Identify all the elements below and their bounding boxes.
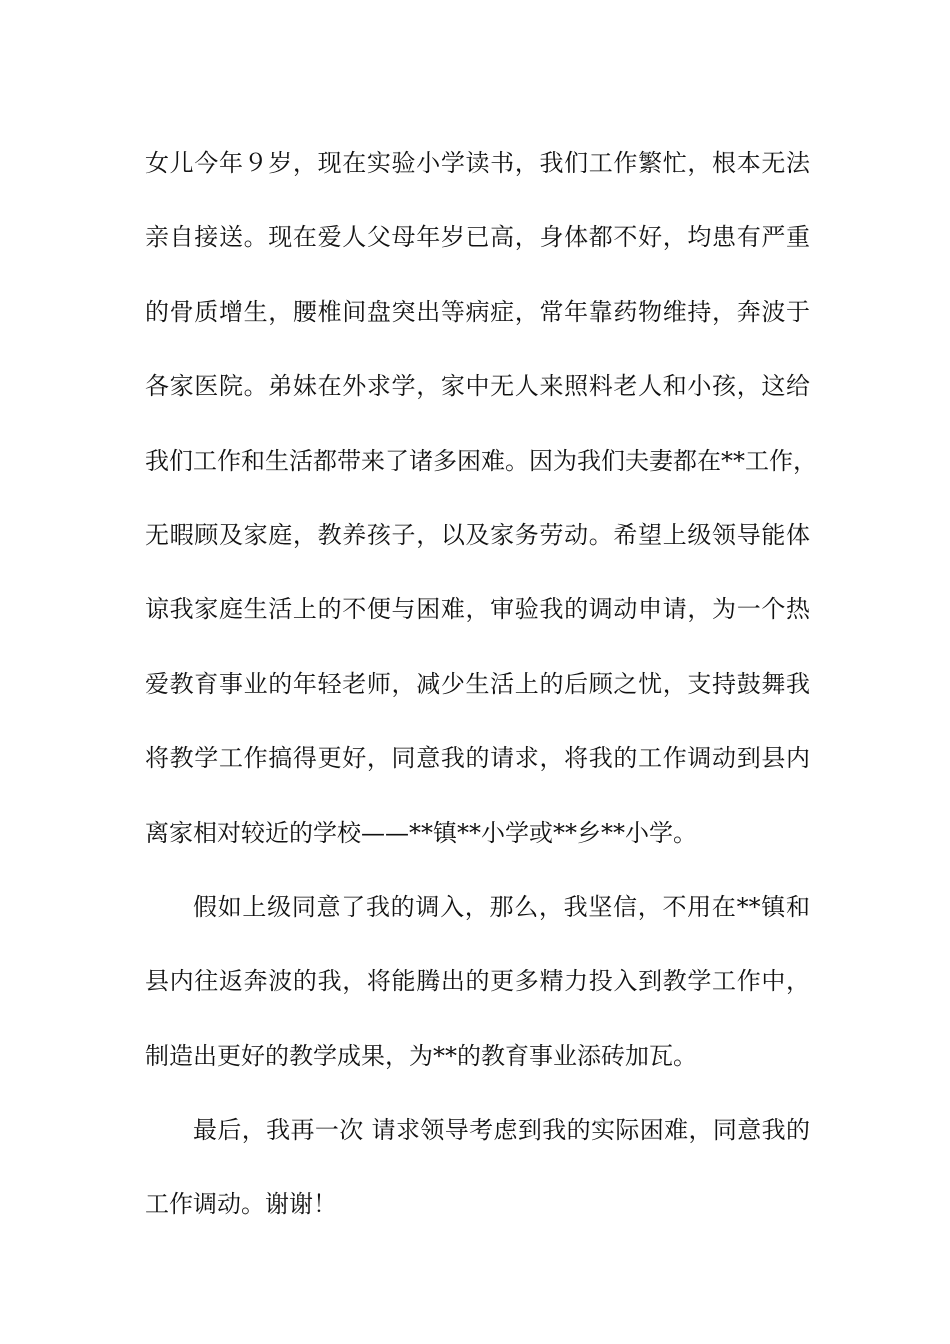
text-line: 离家相对较近的学校——**镇**小学或**乡**小学。 bbox=[145, 818, 697, 847]
text-line: 工作调动。谢谢！ bbox=[145, 1190, 337, 1219]
document-body bbox=[145, 126, 817, 1242]
text-line: 谅我家庭生活上的不便与困难，审验我的调动申请，为一个热 bbox=[145, 595, 810, 624]
text-line: 亲自接送。现在爱人父母年岁已高，身体都不好，均患有严重 bbox=[145, 223, 810, 252]
text-line: 县内往返奔波的我，将能腾出的更多精力投入到教学工作中， bbox=[145, 967, 810, 996]
text-line: 爱教育事业的年轻老师，减少生活上的后顾之忧，支持鼓舞我 bbox=[145, 669, 810, 698]
text-line: 我们工作和生活都带来了诸多困难。因为我们夫妻都在**工作， bbox=[145, 446, 817, 475]
text-line: 的骨质增生，腰椎间盘突出等病症，常年靠药物维持，奔波于 bbox=[145, 297, 810, 326]
text-line: 制造出更好的教学成果，为**的教育事业添砖加瓦。 bbox=[145, 1041, 697, 1070]
text-line: 假如上级同意了我的调入，那么，我坚信，不用在**镇和 bbox=[193, 892, 810, 921]
text-line: 各家医院。弟妹在外求学，家中无人来照料老人和小孩，这给 bbox=[145, 372, 810, 401]
text-line: 无暇顾及家庭，教养孩子，以及家务劳动。希望上级领导能体 bbox=[145, 520, 810, 549]
text-line: 女儿今年９岁，现在实验小学读书，我们工作繁忙，根本无法 bbox=[145, 149, 810, 177]
text-line: 将教学工作搞得更好，同意我的请求，将我的工作调动到县内 bbox=[145, 744, 810, 773]
text-line: 最后，我再一次 请求领导考虑到我的实际困难，同意我的 bbox=[193, 1116, 810, 1145]
